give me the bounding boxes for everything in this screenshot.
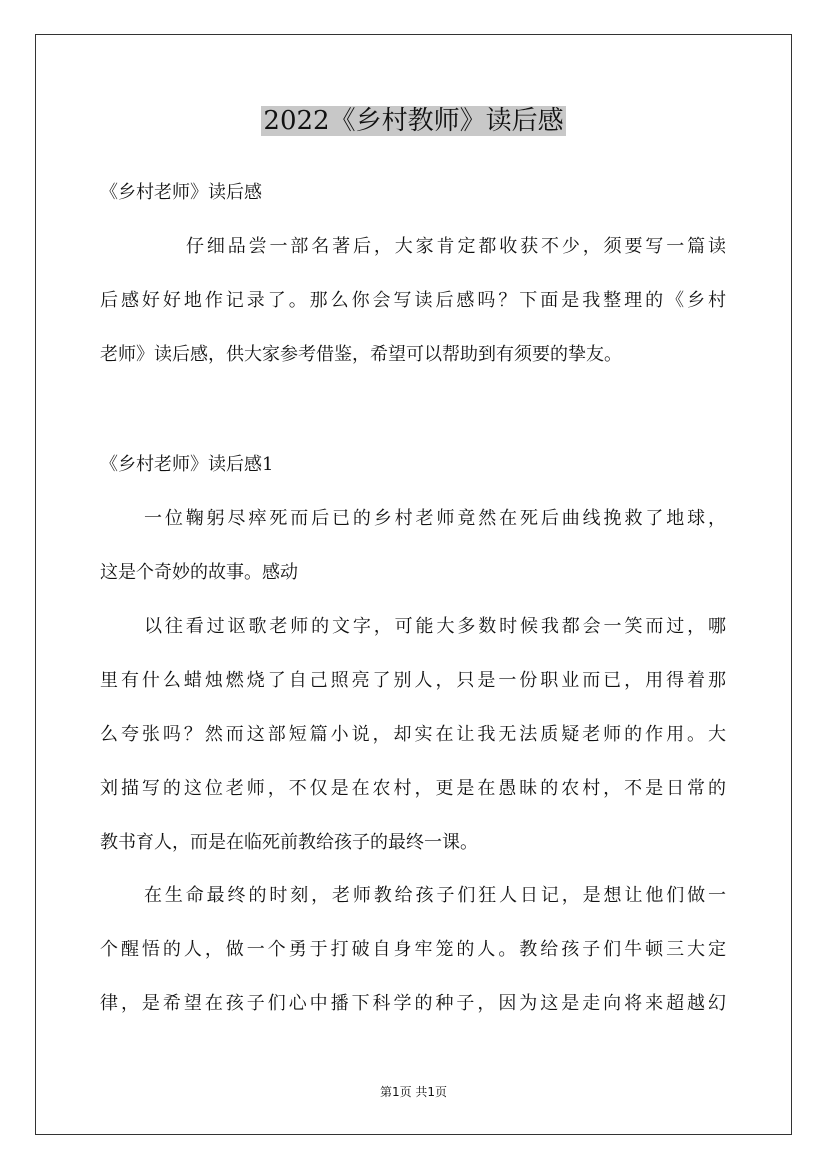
section-heading: 《乡村老师》读后感1 xyxy=(100,454,274,475)
paragraph-line: 么夸张吗？然而这部短篇小说，却实在让我无法质疑老师的作用。大 xyxy=(100,724,726,745)
paragraph-2 xyxy=(100,600,726,870)
paragraph-line: 在生命最终的时刻，老师教给孩子们狂人日记，是想让他们做一 xyxy=(144,885,726,906)
page-footer: 第1页 共1页 xyxy=(379,1085,448,1099)
paragraph-line: 这是个奇妙的故事。感动 xyxy=(100,562,298,583)
paragraph-line: 刘描写的这位老师，不仅是在农村，更是在愚昧的农村，不是日常的 xyxy=(100,778,726,799)
subtitle: 《乡村老师》读后感 xyxy=(100,182,262,203)
paragraph-line: 教书育人，而是在临死前教给孩子的最终一课。 xyxy=(100,832,478,853)
intro-paragraph xyxy=(100,220,726,382)
intro-line: 后感好好地作记录了。那么你会写读后感吗？下面是我整理的《乡村 xyxy=(100,290,726,311)
paragraph-line: 律，是希望在孩子们心中播下科学的种子，因为这是走向将来超越幻 xyxy=(100,993,726,1014)
paragraph-3 xyxy=(100,869,726,1031)
intro-line: 仔细品尝一部名著后，大家肯定都收获不少，须要写一篇读 xyxy=(186,236,726,257)
intro-line: 老师》读后感，供大家参考借鉴，希望可以帮助到有须要的挚友。 xyxy=(100,344,622,365)
paragraph-line: 个醒悟的人，做一个勇于打破自身牢笼的人。教给孩子们牛顿三大定 xyxy=(100,939,726,960)
document-title: 2022《乡村教师》读后感 xyxy=(263,106,564,136)
paragraph-line: 里有什么蜡烛燃烧了自己照亮了别人，只是一份职业而已，用得着那 xyxy=(100,670,726,691)
paragraph-1 xyxy=(100,492,726,600)
paragraph-line: 以往看过讴歌老师的文字，可能大多数时候我都会一笑而过，哪 xyxy=(144,616,726,637)
paragraph-line: 一位鞠躬尽瘁死而后已的乡村老师竟然在死后曲线挽救了地球， xyxy=(144,508,726,529)
